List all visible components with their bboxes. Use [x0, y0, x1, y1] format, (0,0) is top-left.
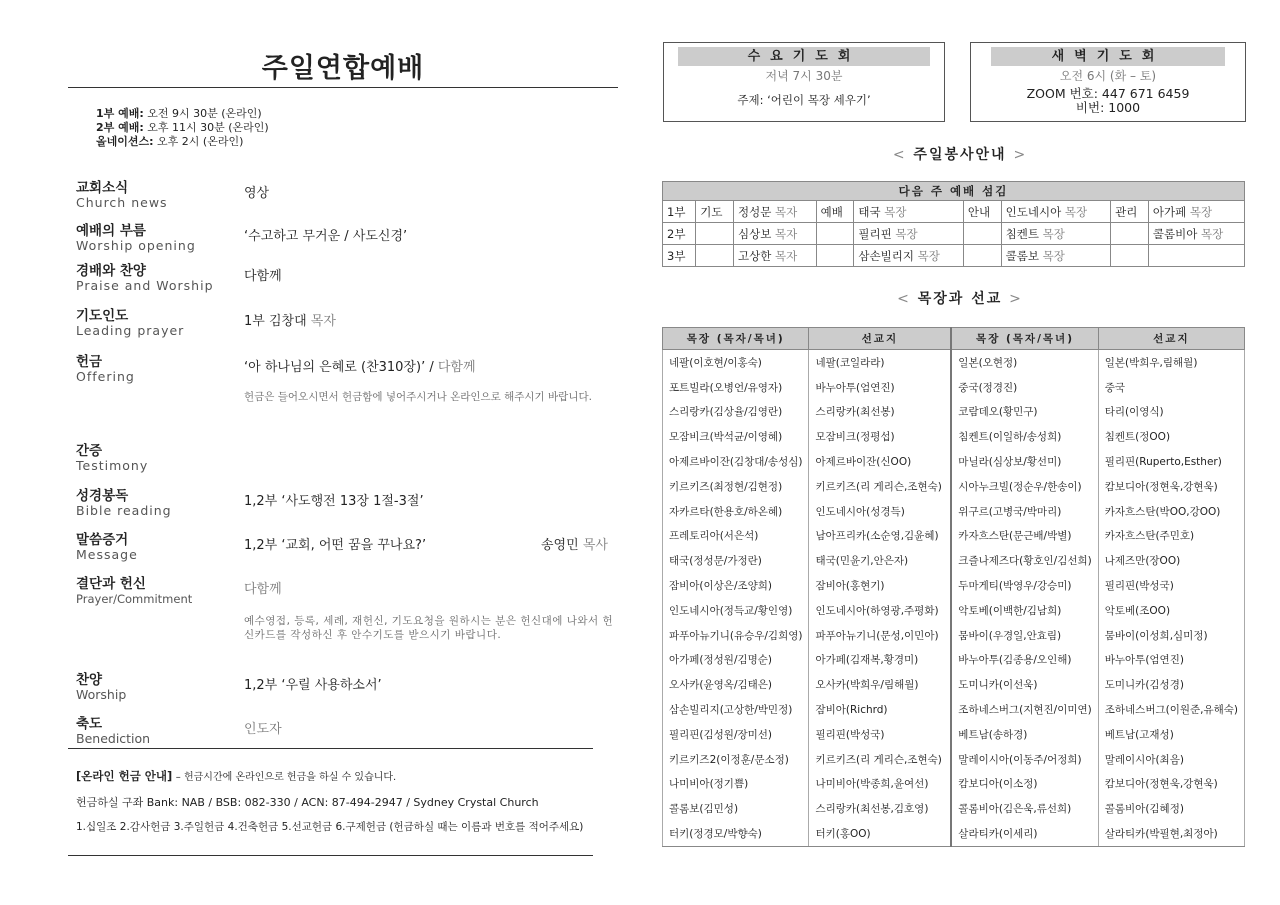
- mission-field-cell: 일본(박희우,림해월): [1098, 350, 1244, 375]
- order-item-value: 다함께: [244, 582, 282, 597]
- mission-field-cell: 필리핀(박성국): [1098, 573, 1244, 598]
- order-item-title: 기도인도: [76, 308, 129, 324]
- mission-table-row: [663, 573, 1245, 598]
- order-item-commitment: [76, 572, 616, 606]
- prayer-assignee: [734, 201, 817, 223]
- speaker-role: 목사: [582, 538, 608, 553]
- service-part: [663, 223, 696, 245]
- mokjang-cell: 터키(정경모/박향숙): [663, 821, 809, 846]
- service-section-heading: [640, 144, 1280, 164]
- prayer-leader: 1부 김창대: [244, 314, 307, 329]
- mission-field-cell: 스리랑카(최선봉,김호영): [809, 796, 951, 821]
- service-part: [663, 245, 696, 267]
- mission-field-cell: 조하네스버그(이원준,유해숙): [1098, 697, 1244, 722]
- mokjang-cell: 카자흐스탄(문근배/박별): [951, 524, 1098, 549]
- order-item-message: [76, 528, 616, 562]
- order-item-title: 예배의 부름: [76, 223, 146, 239]
- service-part: [663, 201, 696, 223]
- service-table-title: 다음 주 예배 섬김: [663, 182, 1245, 201]
- mission-table-row: [663, 772, 1245, 797]
- mission-field-cell: 베트남(고재성): [1098, 722, 1244, 747]
- message-speaker: [541, 534, 608, 553]
- mokjang-cell: 태국(정성문/가정란): [663, 548, 809, 573]
- usher-assignee-name: 콜롬보: [1005, 248, 1039, 263]
- mokjang-cell: 도미니카(이선욱): [951, 672, 1098, 697]
- order-item-title: 간증: [76, 443, 103, 459]
- mission-field-cell: 필리핀(Ruperto,Esther): [1098, 449, 1244, 474]
- usher-assignee: [1001, 245, 1110, 267]
- dawn-prayer-title: 새벽기도회: [991, 47, 1225, 66]
- mission-field-cell: 네팔(코일라라): [809, 350, 951, 375]
- mission-field-cell: 인도네시아(성경득): [809, 499, 951, 524]
- order-item-offering: [76, 350, 616, 384]
- service-role-manage: [1111, 245, 1149, 267]
- mokjang-cell: 키르키즈(최정현/김현정): [663, 474, 809, 499]
- dawn-prayer-box: [970, 42, 1246, 122]
- mokjang-cell: 모잠비크(박석균/이영혜): [663, 424, 809, 449]
- mokjang-cell: 위구르(고병국/박마리): [951, 499, 1098, 524]
- commitment-note: 예수영접, 등록, 세례, 재헌신, 기도요청을 원하시는 분은 헌신대에 나와서 헌신카드를 작성하신 후 안수기도를 받으시기 바랍니다.: [244, 615, 614, 641]
- worship-assignee-suffix: 목장: [895, 226, 918, 241]
- order-item-subtitle: Leading prayer: [76, 323, 185, 338]
- mission-field-cell: 나미비아(박종희,윤여선): [809, 772, 951, 797]
- service-role-usher: [963, 223, 1001, 245]
- order-item-title: 성경봉독: [76, 488, 129, 504]
- zoom-number: ZOOM 번호: 447 671 6459: [1026, 86, 1190, 101]
- service-heading-text: 주일봉사안내: [913, 147, 1007, 163]
- offering-divider-top: [68, 748, 593, 749]
- mokjang-cell: 필리핀(김성원/장미선): [663, 722, 809, 747]
- mission-field-cell: 나제즈만(장OO): [1098, 548, 1244, 573]
- mokjang-cell: 콜롬보(김민성): [663, 796, 809, 821]
- bracket-left: <: [897, 291, 911, 307]
- mokjang-cell: 크즐나제즈다(황호인/김선희): [951, 548, 1098, 573]
- mission-table-row: [663, 796, 1245, 821]
- order-item-subtitle: Bible reading: [76, 503, 172, 518]
- mission-table-row: [663, 623, 1245, 648]
- usher-assignee-name: 인도네시아: [1005, 204, 1062, 219]
- worship-assignee: [854, 223, 963, 245]
- mission-table: [662, 327, 1245, 847]
- bracket-left: <: [892, 147, 907, 163]
- order-item-value: ‘수고하고 무거운 / 사도신경’: [244, 229, 408, 244]
- service-role-prayer-text: 기도: [700, 204, 723, 219]
- time-value: 오전 9시 30분 (온라인): [147, 107, 262, 120]
- mission-field-cell: 뭄바이(이성희,심미정): [1098, 623, 1244, 648]
- mokjang-cell: 뭄바이(우경일,안효림): [951, 623, 1098, 648]
- usher-assignee-suffix: 목장: [1042, 226, 1065, 241]
- mokjang-cell: 캄보디아(이소정): [951, 772, 1098, 797]
- mission-table-row: [663, 449, 1245, 474]
- service-part-text: 1부: [667, 204, 686, 219]
- wednesday-prayer-topic: 주제: ‘어린이 목장 세우기’: [737, 93, 871, 107]
- column-header: 목장 (목자/목녀): [951, 328, 1098, 350]
- bank-account-line: 헌금하실 구좌 Bank: NAB / BSB: 082-330 / ACN: 87-494-2947 / Sydney Crystal Church: [76, 796, 539, 809]
- order-item-subtitle: Benediction: [76, 731, 151, 746]
- order-item-worship-opening: [76, 219, 616, 253]
- worship-assignee-suffix: 목장: [884, 204, 907, 219]
- column-header: 선교지: [809, 328, 951, 350]
- usher-assignee-suffix: 목장: [1064, 204, 1088, 219]
- mokjang-cell: 파푸아뉴기니(유승우/김희영): [663, 623, 809, 648]
- mission-field-cell: 키르키즈(리 게리슨,조현숙): [809, 747, 951, 772]
- order-item-title: 말씀증거: [76, 532, 129, 548]
- service-role-worship: [816, 201, 854, 223]
- wednesday-prayer-time: 저녁 7시 30분: [765, 69, 843, 83]
- offering-types-line: 1.십일조 2.감사헌금 3.주일헌금 4.건축헌금 5.선교헌금 6.구제헌금 (헌금하실 때는 이름과 번호를 적어주세요): [76, 821, 584, 833]
- order-item-title: 헌금: [76, 354, 103, 370]
- mission-field-cell: 중국: [1098, 375, 1244, 400]
- mission-table-row: [663, 548, 1245, 573]
- mission-table-row: [663, 672, 1245, 697]
- service-table-row: [663, 245, 1245, 267]
- mokjang-cell: 말레이시아(이동주/어정희): [951, 747, 1098, 772]
- mission-table-row: [663, 697, 1245, 722]
- worship-assignee-name: 삼손빌리지: [858, 248, 914, 263]
- mission-field-cell: 인도네시아(하영광,주평화): [809, 598, 951, 623]
- mission-field-cell: 바누아투(엄연진): [809, 375, 951, 400]
- mission-field-cell: 모잠비크(정평섭): [809, 424, 951, 449]
- mission-table-row: [663, 474, 1245, 499]
- mokjang-cell: 잠비아(이상은/조양희): [663, 573, 809, 598]
- mokjang-cell: 키르키즈2(이정훈/문소정): [663, 747, 809, 772]
- order-item-title: 교회소식: [76, 180, 129, 196]
- manage-assignee-name: 콜롬비아: [1152, 226, 1198, 241]
- offering-hymn: ‘아 하나님의 은혜로 (찬310장)’ /: [244, 360, 434, 375]
- mokjang-cell: 포트빌라(오병언/유영자): [663, 375, 809, 400]
- service-part-text: 2부: [667, 226, 686, 241]
- dawn-prayer-time: 오전 6시 (화 – 토): [1059, 69, 1157, 83]
- service-role-usher: [963, 201, 1001, 223]
- prayer-assignee-name: 심상보: [738, 226, 772, 241]
- order-item-subtitle: Offering: [76, 369, 135, 384]
- mission-field-cell: 콜롬비아(김혜정): [1098, 796, 1244, 821]
- service-part-text: 3부: [667, 248, 686, 263]
- time-label: 1부 예배:: [96, 107, 144, 120]
- service-table-row: [663, 223, 1245, 245]
- offering-note: 헌금은 들어오시면서 헌금함에 넣어주시거나 온라인으로 해주시기 바랍니다.: [244, 391, 592, 403]
- usher-assignee-name: 침켄트: [1005, 226, 1039, 241]
- mokjang-cell: 중국(정경진): [951, 375, 1098, 400]
- service-table: [662, 181, 1245, 267]
- mokjang-cell: 아가페(정성원/김명순): [663, 648, 809, 673]
- worship-assignee: [854, 245, 963, 267]
- service-role-worship: [816, 223, 854, 245]
- usher-assignee-suffix: 목장: [1042, 248, 1065, 263]
- order-item-subtitle: Prayer/Commitment: [76, 592, 193, 606]
- order-item-subtitle: Worship opening: [76, 238, 196, 253]
- mokjang-cell: 마닐라(심상보/황선미): [951, 449, 1098, 474]
- mokjang-cell: 자카르타(한용호/하온혜): [663, 499, 809, 524]
- service-role-prayer: [696, 201, 734, 223]
- prayer-assignee: [734, 223, 817, 245]
- service-times: [96, 107, 269, 149]
- service-role-manage: [1111, 201, 1149, 223]
- service-role-prayer: [696, 223, 734, 245]
- order-item-subtitle: Praise and Worship: [76, 278, 214, 293]
- worship-assignee: [854, 201, 963, 223]
- service-role-prayer: [696, 245, 734, 267]
- bracket-right: >: [1013, 147, 1028, 163]
- offering-divider-bottom: [68, 855, 593, 856]
- zoom-password: 비번: 1000: [1075, 100, 1141, 115]
- manage-assignee: [1148, 201, 1244, 223]
- order-item-church-news: [76, 176, 616, 210]
- mission-table-row: [663, 598, 1245, 623]
- mission-field-cell: 악토베(조OO): [1098, 598, 1244, 623]
- prayer-assignee-suffix: 목자: [775, 226, 798, 241]
- mission-field-cell: 타리(이영식): [1098, 400, 1244, 425]
- mokjang-cell: 시아누크빌(정순우/한송이): [951, 474, 1098, 499]
- prayer-assignee-name: 정성문: [738, 204, 772, 219]
- mission-field-cell: 살라티카(박필현,최정아): [1098, 821, 1244, 846]
- service-role-worship: [816, 245, 854, 267]
- order-item-value: 1,2부 ‘사도행전 13장 1절-3절’: [244, 494, 424, 509]
- mokjang-cell: 바누아투(김종용/오인해): [951, 648, 1098, 673]
- order-item-value: 1,2부 ‘우릴 사용하소서’: [244, 678, 382, 693]
- prayer-assignee-name: 고상한: [738, 248, 772, 263]
- mokjang-cell: 네팔(이호현/이홍숙): [663, 350, 809, 375]
- title-divider: [68, 87, 618, 88]
- mission-field-cell: 태국(민윤기,안은자): [809, 548, 951, 573]
- order-item-subtitle: Church news: [76, 195, 168, 210]
- service-role-usher-text: 안내: [967, 204, 991, 219]
- mission-field-cell: 말레이시아(최음): [1098, 747, 1244, 772]
- prayer-assignee-suffix: 목자: [775, 204, 798, 219]
- mission-table-row: [663, 747, 1245, 772]
- order-item-value: [244, 356, 476, 375]
- mission-table-row: [663, 499, 1245, 524]
- manage-assignee-name: 아가페: [1152, 204, 1187, 219]
- manage-assignee-suffix: 목장: [1201, 226, 1224, 241]
- order-item-title: 결단과 헌신: [76, 576, 146, 592]
- manage-assignee: [1148, 245, 1244, 267]
- order-item-value: 다함께: [244, 269, 282, 284]
- usher-assignee: [1001, 223, 1110, 245]
- mokjang-cell: 악토베(이백한/김남희): [951, 598, 1098, 623]
- column-header: 목장 (목자/목녀): [663, 328, 809, 350]
- online-offering-desc: – 헌금시간에 온라인으로 헌금을 하실 수 있습니다.: [175, 772, 397, 783]
- order-item-worship-song: [76, 668, 616, 702]
- order-item-praise: [76, 259, 616, 293]
- order-item-subtitle: Testimony: [76, 458, 149, 473]
- mission-field-cell: 아제르바이잔(신OO): [809, 449, 951, 474]
- mission-field-cell: 도미니카(김성경): [1098, 672, 1244, 697]
- order-item-title: 경배와 찬양: [76, 263, 146, 279]
- mission-field-cell: 필리핀(박성국): [809, 722, 951, 747]
- order-item-value: 영상: [244, 186, 270, 201]
- order-item-prayer: [76, 304, 616, 338]
- usher-assignee: [1001, 201, 1110, 223]
- mission-table-row: [663, 821, 1245, 846]
- mission-field-cell: 스리랑카(최선봉): [809, 400, 951, 425]
- mission-field-cell: 캄보디아(정현욱,강현욱): [1098, 474, 1244, 499]
- mokjang-cell: 베트남(송하경): [951, 722, 1098, 747]
- mission-field-cell: 터키(홍OO): [809, 821, 951, 846]
- worship-assignee-suffix: 목장: [917, 248, 940, 263]
- service-role-manage: [1111, 223, 1149, 245]
- mission-field-cell: 파푸아뉴기니(문성,이민아): [809, 623, 951, 648]
- wednesday-prayer-title: 수요기도회: [678, 47, 930, 66]
- mission-heading-text: 목장과 선교: [917, 291, 1003, 307]
- mission-field-cell: 키르키즈(리 게리슨,조현숙): [809, 474, 951, 499]
- mokjang-cell: 두마게티(박영우/강승미): [951, 573, 1098, 598]
- mission-field-cell: 오사카(박희우/림해월): [809, 672, 951, 697]
- mission-field-cell: 캄보디아(정현욱,강현욱): [1098, 772, 1244, 797]
- mission-table-row: [663, 424, 1245, 449]
- bracket-right: >: [1009, 291, 1023, 307]
- offering-leader: 다함께: [437, 360, 476, 375]
- mission-field-cell: 잠비아(Richrd): [809, 697, 951, 722]
- time-value: 오후 11시 30분 (온라인): [147, 121, 269, 134]
- mission-section-heading: [640, 288, 1280, 308]
- prayer-assignee: [734, 245, 817, 267]
- service-role-manage-text: 관리: [1115, 204, 1138, 219]
- mokjang-cell: 삼손빌리지(고상한/박민정): [663, 697, 809, 722]
- mokjang-cell: 콜롬비아(김은욱,류선희): [951, 796, 1098, 821]
- mission-table-row: [663, 375, 1245, 400]
- mission-field-cell: 잠비아(홍현기): [809, 573, 951, 598]
- mokjang-cell: 나미비아(정기쁨): [663, 772, 809, 797]
- worship-assignee-name: 태국: [858, 204, 881, 219]
- manage-assignee: [1148, 223, 1244, 245]
- order-item-value: 1,2부 ‘교회, 어떤 꿈을 꾸나요?’: [244, 538, 427, 553]
- worship-assignee-name: 필리핀: [858, 226, 892, 241]
- mokjang-cell: 침켄트(이일하/송성희): [951, 424, 1098, 449]
- speaker-name: 송영민: [541, 538, 579, 553]
- order-item-title: 찬양: [76, 672, 103, 688]
- mission-table-header: [663, 328, 1245, 350]
- mission-table-row: [663, 524, 1245, 549]
- online-offering-heading: [온라인 헌금 안내]: [76, 769, 173, 783]
- mokjang-cell: 살라티카(이세리): [951, 821, 1098, 846]
- mokjang-cell: 스리랑카(김상율/김영란): [663, 400, 809, 425]
- mission-field-cell: 남아프리카(소순영,김윤혜): [809, 524, 951, 549]
- mission-field-cell: 카자흐스탄(박OO,강OO): [1098, 499, 1244, 524]
- mission-table-row: [663, 722, 1245, 747]
- mokjang-cell: 일본(오현정): [951, 350, 1098, 375]
- mokjang-cell: 오사카(윤영옥/김태은): [663, 672, 809, 697]
- mokjang-cell: 프레토리아(서은석): [663, 524, 809, 549]
- service-role-worship-text: 예배: [820, 204, 843, 219]
- page-title: 주일연합예배: [261, 53, 425, 84]
- mission-field-cell: 아가페(김재복,황경미): [809, 648, 951, 673]
- order-item-subtitle: Worship: [76, 687, 127, 702]
- mission-field-cell: 카자흐스탄(주민호): [1098, 524, 1244, 549]
- prayer-leader-role: 목자: [310, 314, 336, 329]
- mission-table-row: [663, 648, 1245, 673]
- time-value: 오후 2시 (온라인): [157, 135, 244, 148]
- order-item-title: 축도: [76, 716, 103, 732]
- mokjang-cell: 인도네시아(정득교/황인영): [663, 598, 809, 623]
- order-item-bible-reading: [76, 484, 616, 518]
- time-label: 올네이션스:: [96, 135, 154, 148]
- order-item-subtitle: Message: [76, 547, 138, 562]
- order-item-testimony: [76, 439, 616, 473]
- prayer-assignee-suffix: 목자: [775, 248, 798, 263]
- order-item-benediction: [76, 712, 616, 746]
- mokjang-cell: 아제르바이잔(김창대/송성심): [663, 449, 809, 474]
- service-role-usher: [963, 245, 1001, 267]
- manage-assignee-suffix: 목장: [1189, 204, 1213, 219]
- order-item-value: [244, 310, 336, 329]
- mission-table-row: [663, 400, 1245, 425]
- mission-field-cell: 침켄트(정OO): [1098, 424, 1244, 449]
- column-header: 선교지: [1098, 328, 1244, 350]
- service-table-row: [663, 201, 1245, 223]
- ministry-info-page: [640, 0, 1280, 905]
- mokjang-cell: 조하네스버그(지현진/이미연): [951, 697, 1098, 722]
- online-offering-info: [76, 764, 596, 840]
- mission-table-row: [663, 350, 1245, 375]
- mokjang-cell: 코람데오(황민구): [951, 400, 1098, 425]
- wednesday-prayer-box: [663, 42, 945, 122]
- time-label: 2부 예배:: [96, 121, 144, 134]
- mission-field-cell: 바누아투(엄연진): [1098, 648, 1244, 673]
- order-item-value: 인도자: [244, 722, 282, 737]
- service-table-header: [663, 182, 1245, 201]
